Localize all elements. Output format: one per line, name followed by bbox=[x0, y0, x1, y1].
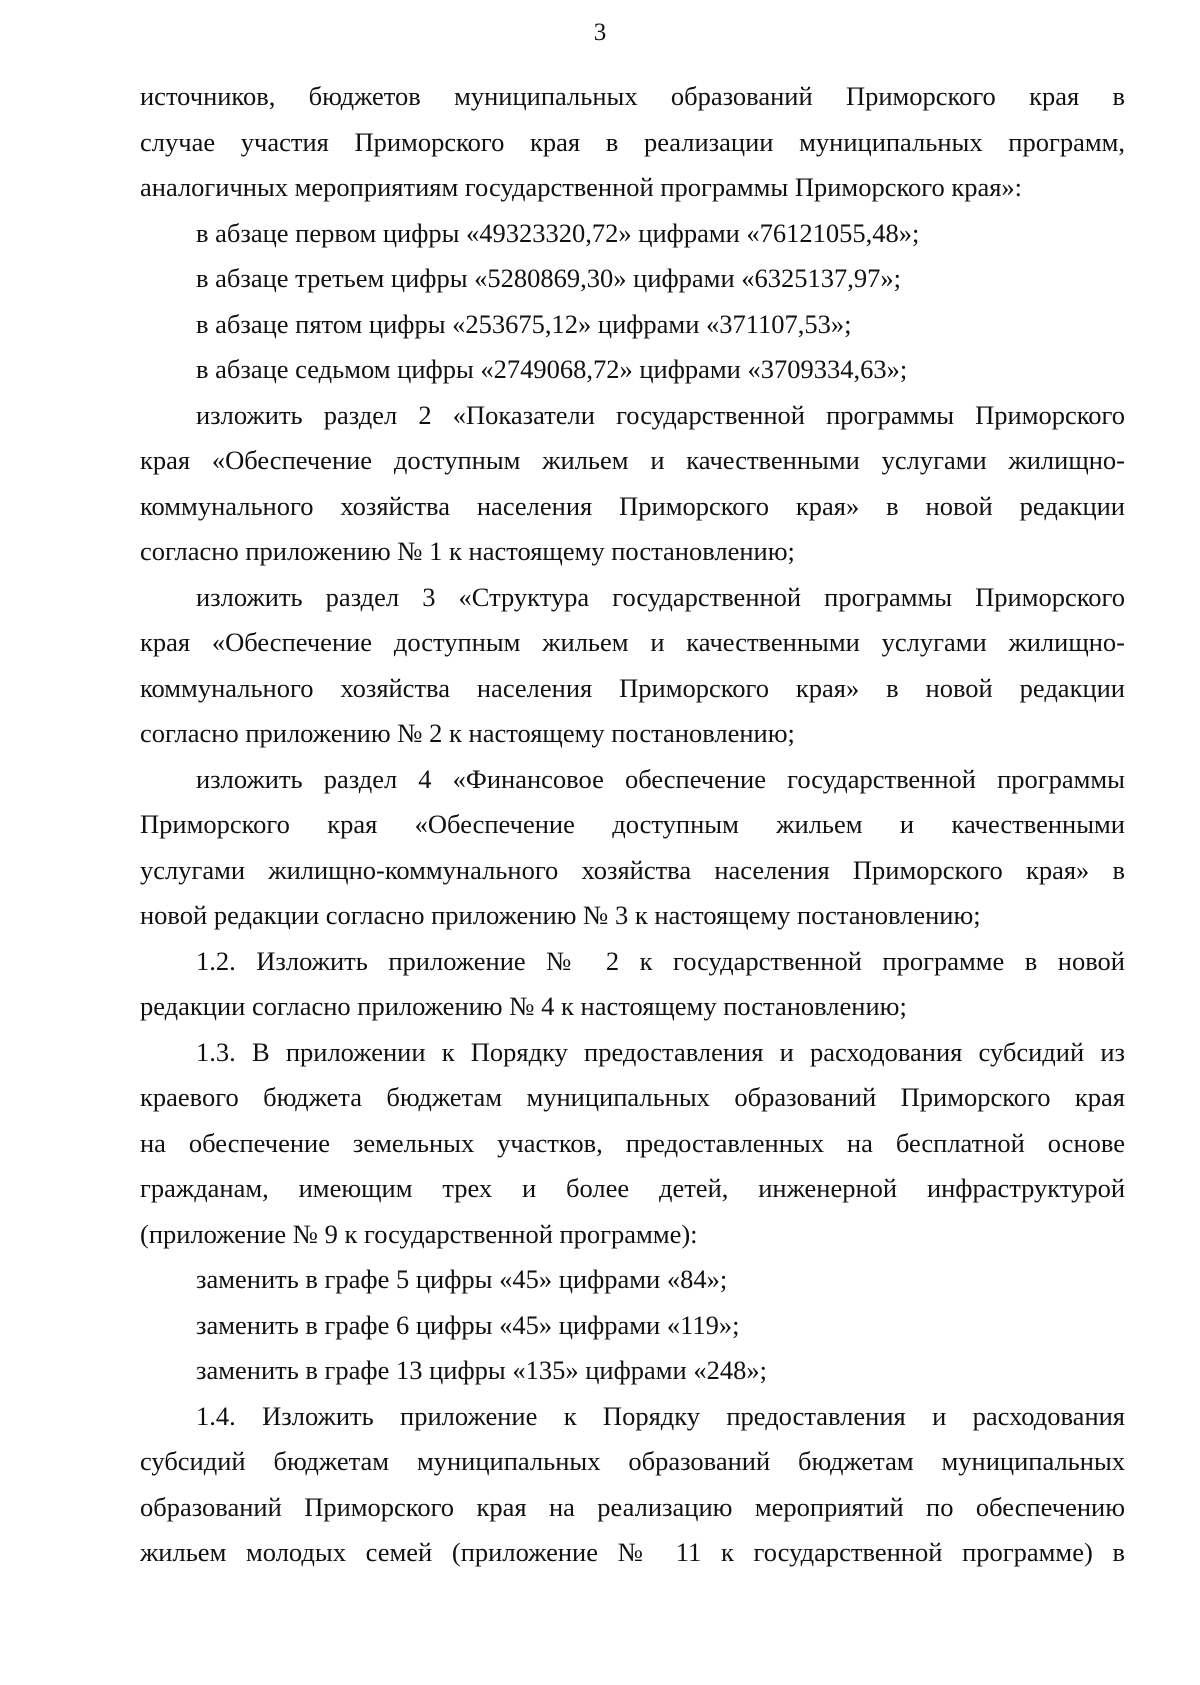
text-line: изложить раздел 3 «Структура государственной программы Приморского bbox=[196, 581, 1125, 612]
text-line: коммунального хозяйства населения Приморского края» в новой редакции bbox=[140, 490, 1125, 521]
text-line: коммунального хозяйства населения Приморского края» в новой редакции bbox=[140, 672, 1125, 703]
text-line: заменить в графе 6 цифры «45» цифрами «119»; bbox=[196, 1309, 740, 1340]
text-line: жильем молодых семей (приложение № 11 к государственной программе) в bbox=[140, 1537, 1125, 1567]
text-line: заменить в графе 13 цифры «135» цифрами «248»; bbox=[196, 1355, 767, 1385]
text-line: редакции согласно приложению № 4 к настоящему постановлению; bbox=[140, 991, 907, 1021]
page-number: 3 bbox=[593, 19, 607, 46]
text-line: 1.2. Изложить приложение № 2 к государственной программе в новой bbox=[196, 945, 1125, 976]
text-line: Приморского края «Обеспечение доступным жильем и качественными bbox=[140, 809, 1125, 839]
document-body bbox=[140, 74, 1125, 1576]
text-line: изложить раздел 4 «Финансовое обеспечение государственной программы bbox=[196, 763, 1125, 794]
text-line: аналогичных мероприятиям государственной программы Приморского края»: bbox=[140, 172, 1023, 202]
text-line: на обеспечение земельных участков, предоставленных на бесплатной основе bbox=[140, 1127, 1125, 1158]
text-line: согласно приложению № 2 к настоящему постановлению; bbox=[140, 718, 795, 748]
text-line: в абзаце седьмом цифры «2749068,72» цифрами «3709334,63»; bbox=[196, 354, 908, 384]
text-line: (приложение № 9 к государственной программе): bbox=[140, 1218, 698, 1249]
text-line: 1.4. Изложить приложение к Порядку предоставления и расходования bbox=[196, 1400, 1125, 1431]
text-line: новой редакции согласно приложению № 3 к настоящему постановлению; bbox=[140, 900, 981, 930]
text-line: субсидий бюджетам муниципальных образований бюджетам муниципальных bbox=[140, 1446, 1125, 1476]
text-line: услугами жилищно-коммунального хозяйства населения Приморского края» в bbox=[140, 854, 1125, 885]
text-line: заменить в графе 5 цифры «45» цифрами «84»; bbox=[196, 1264, 728, 1294]
text-line: образований Приморского края на реализацию мероприятий по обеспечению bbox=[140, 1491, 1125, 1522]
text-line: в абзаце пятом цифры «253675,12» цифрами «371107,53»; bbox=[196, 308, 852, 339]
text-line: гражданам, имеющим трех и более детей, инженерной инфраструктурой bbox=[140, 1173, 1125, 1203]
text-line: в абзаце первом цифры «49323320,72» цифрами «76121055,48»; bbox=[196, 217, 920, 248]
text-line: 1.3. В приложении к Порядку предоставления и расходования субсидий из bbox=[196, 1036, 1125, 1067]
text-line: изложить раздел 2 «Показатели государственной программы Приморского bbox=[196, 399, 1125, 430]
text-line: случае участия Приморского края в реализации муниципальных программ, bbox=[140, 126, 1125, 157]
text-line: согласно приложению № 1 к настоящему постановлению; bbox=[140, 536, 795, 566]
text-line: края «Обеспечение доступным жильем и качественными услугами жилищно- bbox=[140, 627, 1125, 657]
text-line: края «Обеспечение доступным жильем и качественными услугами жилищно- bbox=[140, 445, 1125, 475]
text-line: источников, бюджетов муниципальных образований Приморского края в bbox=[140, 81, 1125, 111]
text-line: в абзаце третьем цифры «5280869,30» цифрами «6325137,97»; bbox=[196, 263, 901, 293]
text-line: краевого бюджета бюджетам муниципальных образований Приморского края bbox=[140, 1082, 1125, 1112]
